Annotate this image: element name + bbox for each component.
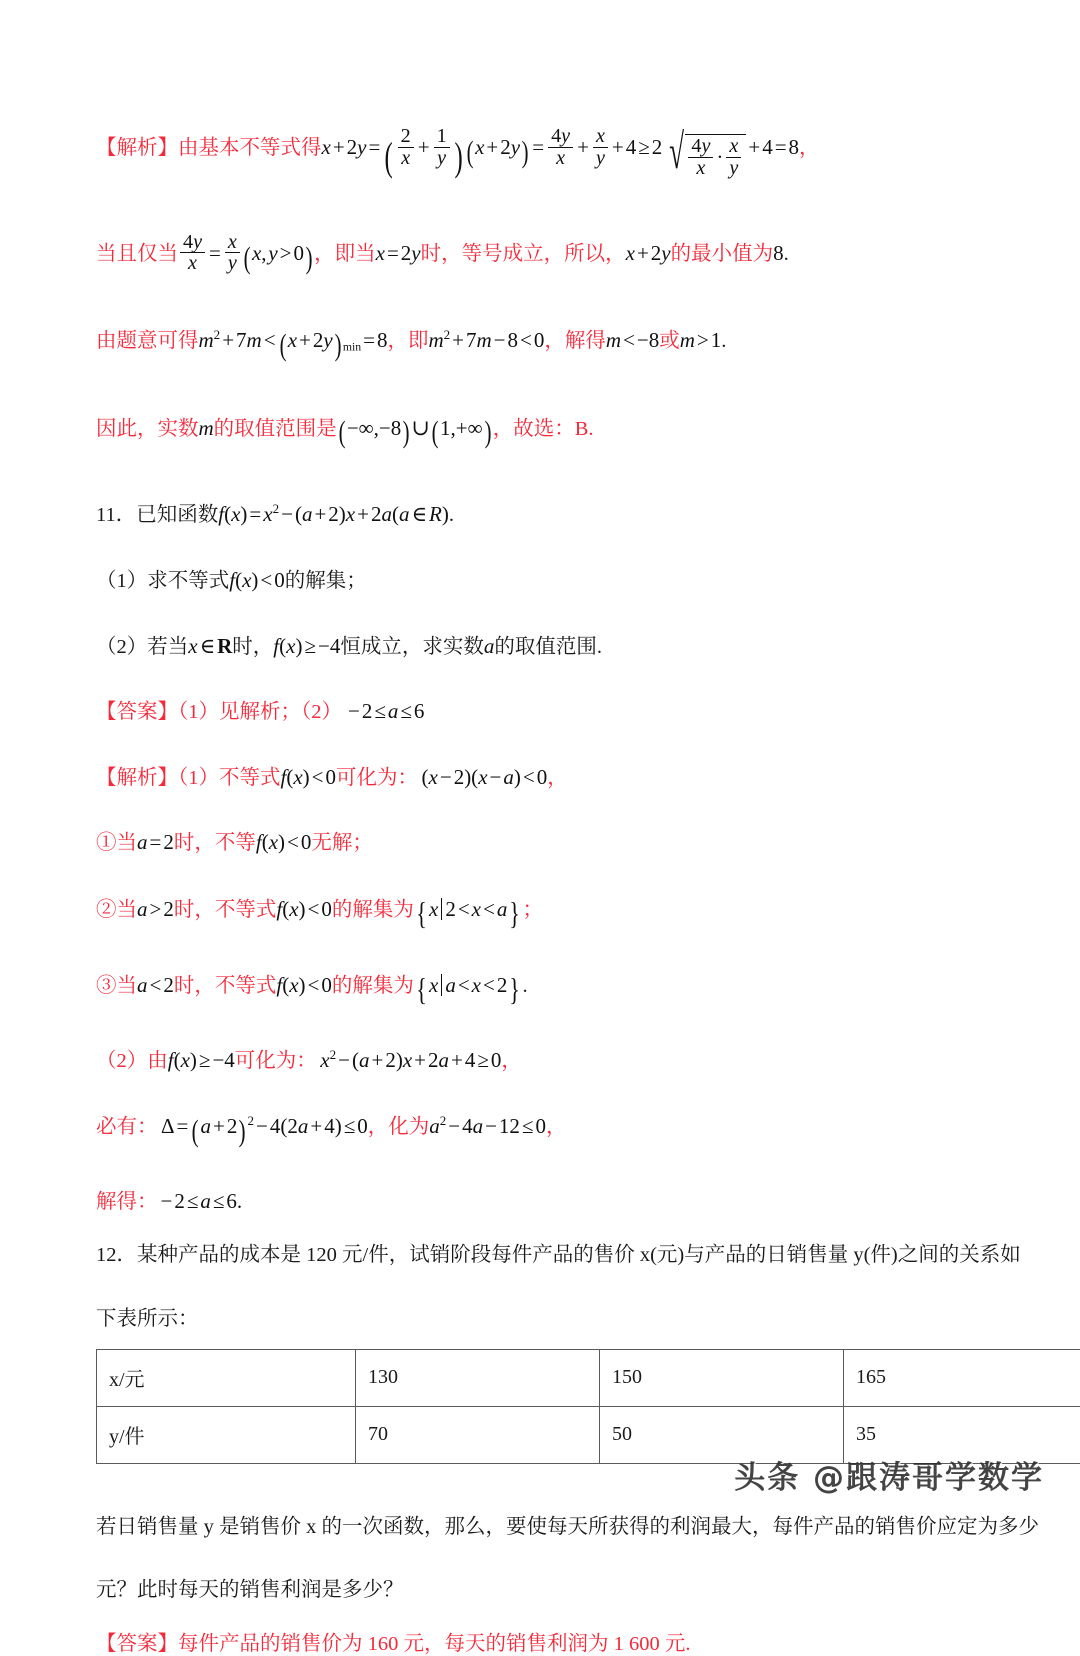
watermark: [734, 1452, 1044, 1497]
math-expression: −2≤a≤6.: [158, 1189, 243, 1213]
solution-10-line-4: [96, 415, 986, 451]
spacer: [96, 363, 986, 415]
text-fragment: 时，不等式: [174, 975, 277, 997]
text-fragment: 当: [117, 975, 138, 997]
text-fragment: 已知函数: [136, 504, 218, 526]
text-fragment: 由: [147, 1050, 168, 1072]
math-expression: −2≤a≤6: [342, 699, 424, 723]
problem-11-solution-final: [96, 1189, 986, 1215]
text-fragment: ，: [546, 1116, 567, 1138]
text-fragment: 元？此时每天的销售利润是多少？: [96, 1579, 404, 1601]
math-expression: { x 2<x<a}: [414, 897, 523, 921]
watermark-at-symbol: @: [813, 1460, 846, 1496]
text-fragment: ，: [547, 767, 568, 789]
problem-11-case-3: [96, 972, 986, 1008]
text-fragment: 的取值范围.: [494, 636, 602, 658]
text-fragment: ，化为: [368, 1116, 430, 1138]
problem-number: 12．: [96, 1244, 137, 1266]
math-expression: a=2: [137, 830, 174, 854]
math-expression: a<2: [137, 973, 174, 997]
text-fragment: ；: [522, 899, 543, 921]
part-number: （2）: [96, 636, 147, 658]
spacer: [96, 1008, 986, 1048]
answer-choice: B.: [575, 418, 594, 440]
text-fragment: 因此，实数: [96, 418, 199, 440]
text-fragment: 可化为：: [336, 767, 418, 789]
math-expression: Δ= (a+2) $^2$−4(2a+4)≤0: [158, 1114, 368, 1138]
text-fragment: 某种产品的成本是 120 元/件，试销阶段每件产品的售价 x(元)与产品的日销售量 y(件)之间的关系如: [137, 1244, 1021, 1266]
math-expression: f(x)<0: [229, 568, 285, 592]
table-cell: 70: [356, 1406, 600, 1463]
problem-11-case-2: [96, 896, 986, 932]
math-expression: m<−8: [606, 328, 659, 352]
problem-11-answer: [96, 699, 986, 725]
math-expression: a: [484, 634, 495, 658]
spacer: [96, 725, 986, 765]
text-fragment: 由题意可得: [96, 330, 199, 352]
problem-12-question-line-2: [96, 1579, 986, 1603]
math-expression: (−∞,−8)∪(1,+∞): [337, 416, 493, 440]
math-expression: x∈R: [188, 634, 232, 658]
problem-12-stem-line-2: [96, 1308, 986, 1332]
text-fragment: 当且仅当: [96, 243, 178, 265]
solution-10-line1-prefix: 由基本不等式得: [178, 137, 322, 159]
text-fragment: 求不等式: [147, 570, 229, 592]
text-fragment: 若日销售量 y 是销售价 x 的一次函数，那么，要使每天所获得的利润最大，每件产品的销售价应定为多少: [96, 1516, 1039, 1538]
spacer: [96, 659, 986, 699]
text-fragment: 可化为：: [235, 1050, 317, 1072]
text-fragment: 时，等号成立，所以，: [421, 243, 626, 265]
problem-12-question-line-1: [96, 1516, 986, 1540]
text-fragment: （1）见解析；（2）: [178, 701, 342, 723]
text-fragment: 当: [117, 832, 138, 854]
solution-label: 【解析】: [96, 137, 178, 159]
math-expression: a>2: [137, 897, 174, 921]
text-fragment: 无解；: [311, 832, 373, 854]
text-fragment: 当: [117, 899, 138, 921]
math-expression: $x^2-(a+2)x+2a+4\ge 0$: [317, 1048, 502, 1072]
math-expression: $f(x)=x^2-(a+2)x+2a(a\in R)$: [218, 502, 449, 526]
text-fragment: 每件产品的销售价为 160 元，每天的销售利润为 1 600 元.: [178, 1633, 691, 1655]
math-expression: 8: [773, 241, 784, 265]
problem-number: 11．: [96, 504, 136, 526]
price-sales-table: [96, 1349, 1080, 1464]
spacer: [96, 1074, 986, 1114]
part-number: （1）: [96, 570, 147, 592]
spacer: [96, 1149, 986, 1189]
text-fragment: 必有：: [96, 1116, 158, 1138]
text-fragment: 的解集为: [332, 975, 414, 997]
spacer: [96, 450, 986, 502]
math-expression: f(x)<0: [276, 897, 332, 921]
text-fragment: 的最小值为: [671, 243, 774, 265]
watermark-prefix: 头条: [734, 1460, 813, 1496]
math-expression: x+2y= ( $\frac{2}{x}$ + $\frac{1}{y}$ ) (x+2y) = $\frac{4y}{x}$ + $\frac{x}{y}$ +4≥2 √ $\frac{4y}{x}$ · $\frac{x}{y}$ +4=8: [322, 135, 800, 159]
spacer: [96, 790, 986, 830]
row-label-x: x/元: [97, 1349, 356, 1406]
text-fragment: .: [721, 330, 726, 352]
solution-10-line-3: [96, 328, 986, 363]
table-cell: 165: [844, 1349, 1080, 1406]
math-expression: f(x)≥−4: [273, 634, 340, 658]
problem-11-solution-part-2: [96, 1048, 986, 1074]
math-expression: m: [199, 416, 214, 440]
case-marker-2: ②: [96, 899, 117, 921]
solution-10-line-2: [96, 232, 986, 276]
problem-11-solution-discriminant: [96, 1114, 986, 1149]
text-fragment: 时，不等: [174, 832, 256, 854]
spacer: [96, 856, 986, 896]
spacer: [96, 528, 986, 568]
text-fragment: .: [449, 504, 454, 526]
text-fragment: 若当: [147, 636, 188, 658]
math-expression: f(x)<0: [276, 973, 332, 997]
math-expression: (x−2)(x−a)<0: [418, 765, 547, 789]
table-cell: 150: [600, 1349, 844, 1406]
price-sales-table-wrapper: [96, 1349, 986, 1464]
text-fragment: 的解集；: [285, 570, 367, 592]
problem-12-answer: [96, 1633, 986, 1656]
table-cell: 35: [844, 1406, 1080, 1463]
math-expression: f(x)<0: [256, 830, 312, 854]
math-expression: $m^2+7m-8<0$: [428, 328, 544, 352]
table-cell: 50: [600, 1406, 844, 1463]
spacer: [96, 1214, 986, 1244]
spacer: [96, 1603, 986, 1633]
spacer: [96, 180, 986, 232]
text-fragment: ，即: [387, 330, 428, 352]
math-expression: m>1: [680, 328, 722, 352]
spacer: [96, 1332, 986, 1349]
spacer: [96, 1268, 986, 1308]
text-fragment: 时，不等式: [174, 899, 277, 921]
text-fragment: 或: [659, 330, 680, 352]
spacer: [96, 276, 986, 328]
answer-label: 【答案】: [96, 1633, 178, 1655]
problem-11-part-2: [96, 634, 986, 660]
row-label-y: y/件: [97, 1406, 356, 1463]
problem-11-solution-intro: [96, 765, 986, 791]
solution-10-line-1: [96, 126, 986, 180]
text-fragment: 下表所示：: [96, 1308, 199, 1330]
math-expression: $a^2-4a-12\le 0$: [429, 1114, 546, 1138]
document-content: [96, 126, 986, 1656]
spacer: [96, 594, 986, 634]
table-row: [97, 1349, 1080, 1406]
spacer: [96, 932, 986, 972]
math-expression: x=2y: [376, 241, 421, 265]
text-fragment: 时，: [232, 636, 273, 658]
problem-11-stem: [96, 502, 986, 528]
text-fragment: 不等式: [219, 767, 281, 789]
text-fragment: ，即当: [314, 243, 376, 265]
text-fragment: 的取值范围是: [214, 418, 337, 440]
problem-12-stem-line-1: [96, 1244, 986, 1268]
watermark-handle: 跟涛哥学数学: [846, 1460, 1044, 1496]
math-expression: x+2y: [626, 241, 671, 265]
text-fragment: 的解集为: [332, 899, 414, 921]
answer-label: 【答案】: [96, 701, 178, 723]
math-expression: $\frac{4y}{x}$ = $\frac{x}{y}$ (x, y>0): [178, 241, 314, 265]
text-fragment: .: [784, 243, 789, 265]
math-expression: f(x)<0: [281, 765, 337, 789]
math-expression: { x a<x<2}: [414, 973, 523, 997]
case-marker-3: ③: [96, 975, 117, 997]
text-fragment: ，: [501, 1050, 522, 1072]
text-fragment: 恒成立，求实数: [340, 636, 484, 658]
math-expression: $m^2+7m< (x+2y)$ $_{min}$=8: [199, 328, 388, 352]
problem-11-case-1: [96, 830, 986, 856]
math-expression: f(x)≥−4: [168, 1048, 235, 1072]
line-comma: ，: [799, 137, 820, 159]
problem-11-part-1: [96, 568, 986, 594]
text-fragment: .: [522, 975, 527, 997]
part-number: （1）: [178, 767, 219, 789]
text-fragment: 解得：: [96, 1191, 158, 1213]
text-fragment: ，故选：: [493, 418, 575, 440]
table-cell: 130: [356, 1349, 600, 1406]
spacer: [96, 1539, 986, 1579]
case-marker-1: ①: [96, 832, 117, 854]
text-fragment: ，解得: [544, 330, 606, 352]
part-number: （2）: [96, 1050, 147, 1072]
solution-label: 【解析】: [96, 767, 178, 789]
